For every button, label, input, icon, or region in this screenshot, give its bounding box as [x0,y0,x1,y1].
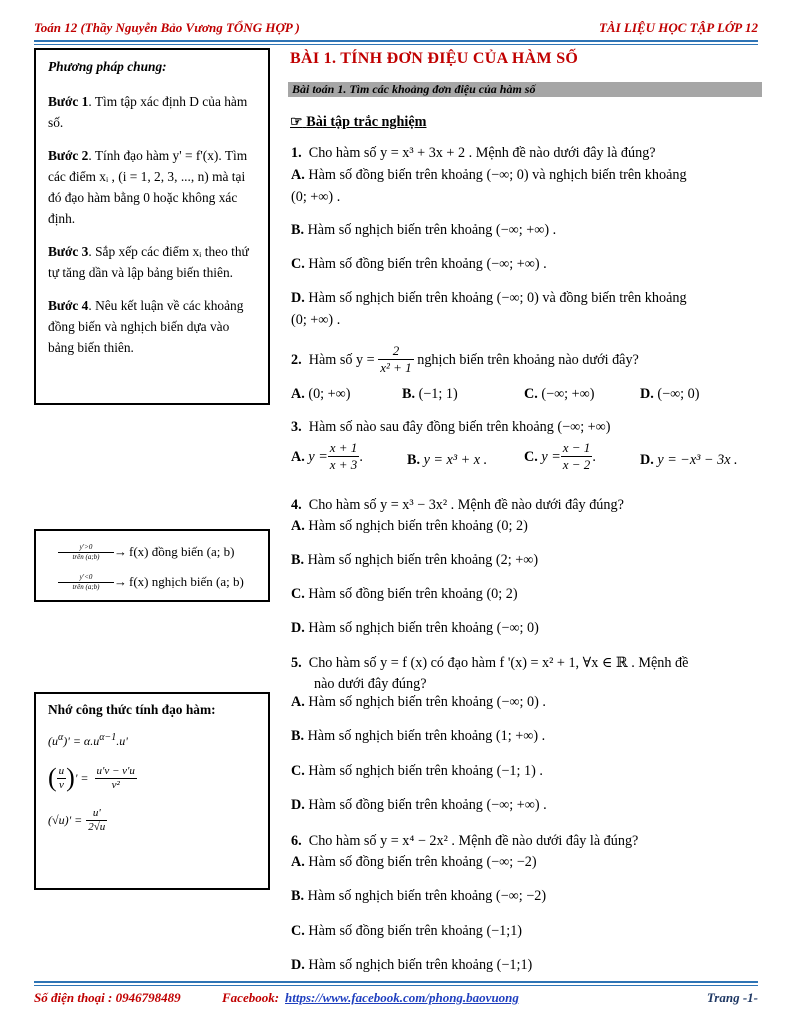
footer-rule [34,981,758,983]
step-2: Bước 2. Tính đạo hàm y' = f'(x). Tìm các điểm xᵢ , (i = 1, 2, 3, ..., n) mà tại đó đạo hàm bằng 0 hoặc không xác định. [48,148,248,226]
q3-option-b: B. y = x³ + x . [407,452,488,468]
step-3: Bước 3. Sắp xếp các điểm xᵢ theo thứ tự tăng dần và lập bảng biến thiên. [48,244,249,280]
q1-option-c: C. Hàm số đồng biến trên khoảng (−∞; +∞) . [291,256,547,272]
header-right: TÀI LIỆU HỌC TẬP LỚP 12 [598,20,758,35]
arrow-right-icon: → [114,574,127,589]
q5-option-d: D. Hàm số đồng biến trên khoảng (−∞; +∞) . [291,797,547,813]
question-6: 6. Cho hàm số y = x⁴ − 2x² . Mệnh đề nào dưới đây là đúng? [291,833,639,849]
q4-option-d: D. Hàm số nghịch biến trên khoảng (−∞; 0) [291,620,539,636]
q2-option-c: C. (−∞; +∞) [524,386,595,402]
q2-option-a: A. (0; +∞) [291,386,351,402]
step-1: Bước 1. Tìm tập xác định D của hàm số. [48,94,248,130]
q3-option-a: A. y = $\frac{x + 1}{x + 3}$ . [291,440,363,472]
monotonic-rule-box [34,529,270,602]
quotient-rule: ( $\frac{u}{v}$ ) ' = $\frac{u'v - v'u}{\text{v²}}$ [48,763,135,792]
q4-option-b: B. Hàm số nghịch biến trên khoảng (2; +∞) [291,552,539,568]
q3-option-d: D. y = −x³ − 3x . [640,452,738,468]
q5-option-b: B. Hàm số nghịch biến trên khoảng (1; +∞) . [291,728,546,744]
q1-option-a: A. Hàm số đồng biến trên khoảng (−∞; 0) và nghịch biến trên khoảng [291,167,687,183]
header-rule-thin [34,44,758,45]
q3-option-c: C. y = $\frac{x - 1}{x - 2}$ . [524,440,596,472]
increasing-rule: y'>0 trên (a;b) → f(x) đồng biến (a; b) [58,537,260,567]
formula-box [34,692,270,890]
power-rule: $(u^\alpha)' = \alpha.u^{\alpha-1}.u'$ [48,732,128,748]
question-3: 3. Hàm số nào sau đây đồng biến trên khoảng (−∞; +∞) [291,419,611,435]
q5-option-c: C. Hàm số nghịch biến trên khoảng (−1; 1) . [291,763,543,779]
q2-option-b: B. (−1; 1) [402,386,458,402]
q6-option-a: A. Hàm số đồng biến trên khoảng (−∞; −2) [291,854,537,870]
page-number: Trang -1- [706,990,758,1005]
pointing-hand-icon: ☞ [290,114,303,130]
method-box [34,48,270,405]
q6-option-c: C. Hàm số đồng biến trên khoảng (−1;1) [291,923,523,939]
step-4: Bước 4. Nêu kết luận về các khoảng đồng biến và nghịch biến dựa vào bảng biến thiên. [48,298,244,355]
footer-rule-thin [34,985,758,986]
section-heading: ☞ Bài tập trắc nghiệm [290,114,427,130]
header-rule [34,40,758,42]
header-left: Toán 12 (Thầy Nguyễn Bảo Vương TỔNG HỢP ) [34,20,300,35]
q5-option-a: A. Hàm số nghịch biến trên khoảng (−∞; 0) . [291,694,546,710]
arrow-right-icon: → [114,544,127,559]
q2-option-d: D. (−∞; 0) [640,386,700,402]
q6-option-d: D. Hàm số nghịch biến trên khoảng (−1;1) [291,957,533,973]
problem-subtitle-bar: Bài toán 1. Tìm các khoảng đơn điệu của hàm số [288,82,762,97]
lesson-title: BÀI 1. TÍNH ĐƠN ĐIỆU CỦA HÀM SỐ [290,50,579,67]
q4-option-c: C. Hàm số đồng biến trên khoảng (0; 2) [291,586,518,602]
q1-option-a-cont: (0; +∞) . [291,189,341,205]
question-4: 4. Cho hàm số y = x³ − 3x² . Mệnh đề nào dưới đây đúng? [291,497,624,513]
q6-option-b: B. Hàm số nghịch biến trên khoảng (−∞; −2) [291,888,547,904]
footer-phone: Số điện thoại : 0946798489 [34,990,181,1005]
question-1: 1. Cho hàm số y = x³ + 3x + 2 . Mệnh đề nào dưới đây là đúng? [291,145,656,161]
q1-option-b: B. Hàm số nghịch biến trên khoảng (−∞; +∞) . [291,222,557,238]
footer-facebook-label: Facebook: [222,990,280,1005]
formula-title: Nhớ công thức tính đạo hàm: [48,702,216,717]
sqrt-rule: (√u)' = $\frac{u'}{2√u}$ [48,807,106,833]
question-5: 5. Cho hàm số y = f (x) có đạo hàm f '(x) = x² + 1, ∀x ∈ ℝ . Mệnh đề [291,655,689,671]
q4-option-a: A. Hàm số nghịch biến trên khoảng (0; 2) [291,518,528,534]
q1-option-d-cont: (0; +∞) . [291,312,341,328]
facebook-link[interactable]: https://www.facebook.com/phong.baovuong [285,990,519,1005]
method-title: Phương pháp chung: [48,59,167,74]
q1-option-d: D. Hàm số nghịch biến trên khoảng (−∞; 0) và đồng biến trên khoảng [291,290,687,306]
question-2: 2. Hàm số y = $\frac{2}{\text{x² + 1}}$ nghịch biến trên khoảng nào dưới đây? [291,343,639,375]
decreasing-rule: y'<0 trên (a;b) → f(x) nghịch biến (a; b) [58,567,260,597]
question-5-cont: nào dưới đây đúng? [314,676,427,692]
